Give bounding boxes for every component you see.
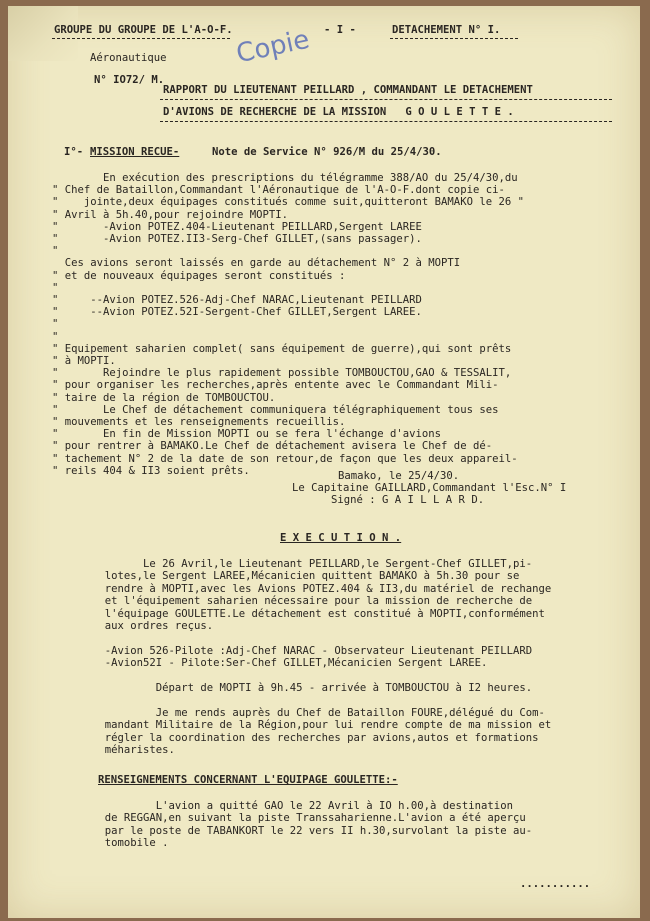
header-left: GROUPE DU GROUPE DE L'A-O-F. xyxy=(54,24,233,36)
header-page-number: - I - xyxy=(324,24,356,36)
text-line: " Rejoindre le plus rapidement possible TOMBOUCTOU,GAO & TESSALIT, xyxy=(52,367,512,380)
text-line: " reils 404 & II3 soient prêts. xyxy=(52,464,250,477)
text-line: " mouvements et les renseignements recueillis. xyxy=(52,416,346,428)
service-note-reference: Note de Service N° 926/M du 25/4/30. xyxy=(212,146,442,158)
text-line: " pour organiser les recherches,après entente avec le Commandant Mili- xyxy=(52,379,499,392)
text-line: " pour rentrer à BAMAKO.Le Chef de détachement avisera le Chef de dé- xyxy=(52,440,493,453)
section-heading-execution: E X E C U T I O N . xyxy=(280,532,402,544)
signature-date: Bamako, le 25/4/30. xyxy=(338,470,460,482)
header-reference: N° IO72/ M. xyxy=(94,74,165,86)
text-line: L'avion a quitté GAO le 22 Avril à IO h.00,à destination xyxy=(92,800,513,812)
text-line: régler la coordination des recherches par avions,autos et formations xyxy=(92,731,539,744)
section-number: I°- xyxy=(64,146,84,158)
report-title-line1: RAPPORT DU LIEUTENANT PEILLARD , COMMANDANT LE DETACHEMENT xyxy=(163,84,533,96)
text-line: " Avril à 5h.40,pour rejoindre MOPTI. xyxy=(52,208,288,221)
title-underline-1 xyxy=(160,99,612,100)
text-line: -Avion52I - Pilote:Ser-Chef GILLET,Mécanicien Sergent LAREE. xyxy=(92,657,488,670)
text-line: " --Avion POTEZ.526-Adj-Chef NARAC,Lieutenant PEILLARD xyxy=(52,294,422,306)
signature-signed: Signé : G A I L L A R D. xyxy=(331,494,485,506)
text-line: méharistes. xyxy=(92,744,175,756)
text-line: " tachement N° 2 de la date de son retour,de façon que les deux appareil- xyxy=(52,452,518,465)
text-line: lotes,le Sergent LAREE,Mécanicien quittent BAMAKO à 5h.30 pour se xyxy=(92,570,520,583)
text-line: " -Avion POTEZ.404-Lieutenant PEILLARD,Sergent LAREE xyxy=(52,220,422,233)
text-line: rendre à MOPTI,avec les Avions POTEZ.404 & II3,du matériel de rechange xyxy=(92,582,552,595)
continuation-dots: ........... xyxy=(520,878,591,890)
section-heading-info: RENSEIGNEMENTS CONCERNANT L'EQUIPAGE GOULETTE:- xyxy=(98,774,398,786)
text-line: -Avion 526-Pilote :Adj-Chef NARAC - Observateur Lieutenant PEILLARD xyxy=(92,644,533,657)
text-line: " -Avion POTEZ.II3-Serg-Chef GILLET,(sans passager). xyxy=(52,233,422,245)
text-line: Ces avions seront laissés en garde au détachement N° 2 à MOPTI xyxy=(52,257,461,270)
text-line: aux ordres reçus. xyxy=(92,620,214,632)
text-line: l'équipage GOULETTE.Le détachement est constitué à MOPTI,conformément xyxy=(92,607,545,620)
text-line: mandant Militaire de la Région,pour lui rendre compte de ma mission et xyxy=(92,719,552,732)
text-line: " Chef de Bataillon,Commandant l'Aéronautique de l'A-O-F.dont copie ci- xyxy=(52,184,505,197)
text-line: Je me rends auprès du Chef de Bataillon FOURE,délégué du Com- xyxy=(92,706,545,719)
text-line: Départ de MOPTI à 9h.45 - arrivée à TOMBOUCTOU à I2 heures. xyxy=(92,682,533,694)
section-heading-mission: MISSION RECUE- xyxy=(90,146,180,158)
text-line: " jointe,deux équipages constitués comme suit,quitteront BAMAKO le 26 " xyxy=(52,196,524,209)
text-line: " Equipement saharien complet( sans équipement de guerre),qui sont prêts xyxy=(52,342,512,355)
text-line: " et de nouveaux équipages seront constitués : xyxy=(52,269,346,282)
text-line: " à MOPTI. xyxy=(52,355,116,367)
text-line: " Le Chef de détachement communiquera télégraphiquement tous ses xyxy=(52,403,499,416)
text-line: de REGGAN,en suivant la piste Transsaharienne.L'avion a été aperçu xyxy=(92,812,526,825)
text-line: " --Avion POTEZ.52I-Sergent-Chef GILLET,Sergent LAREE. xyxy=(52,306,422,319)
header-detachment: DETACHEMENT N° I. xyxy=(392,24,501,36)
text-line: " xyxy=(52,318,59,331)
text-line: et l'équipement saharien nécessaire pour la mission de recherche de xyxy=(92,595,533,608)
text-line: " En fin de Mission MOPTI ou se fera l'échange d'avions xyxy=(52,428,442,441)
text-line: " xyxy=(52,330,59,343)
text-line: tomobile . xyxy=(92,837,169,850)
text-line: " xyxy=(52,281,59,294)
header-service: Aéronautique xyxy=(90,52,167,64)
signature-author: Le Capitaine GAILLARD,Commandant l'Esc.N° I xyxy=(292,482,567,494)
report-title-line2: D'AVIONS DE RECHERCHE DE LA MISSION G O U L E T T E . xyxy=(163,106,514,118)
title-underline-2 xyxy=(160,121,612,122)
copie-stamp: Copie xyxy=(233,24,313,70)
header-underline xyxy=(52,38,230,39)
text-line: par le poste de TABANKORT le 22 vers II h.30,survolant la piste au- xyxy=(92,824,533,837)
text-line: " taire de la région de TOMBOUCTOU. xyxy=(52,391,276,404)
text-line: Le 26 Avril,le Lieutenant PEILLARD,le Sergent-Chef GILLET,pi- xyxy=(92,558,533,570)
text-line: En exécution des prescriptions du télégramme 388/AO du 25/4/30,du xyxy=(52,172,518,184)
text-line: " xyxy=(52,245,59,258)
header-underline-right xyxy=(390,38,518,39)
